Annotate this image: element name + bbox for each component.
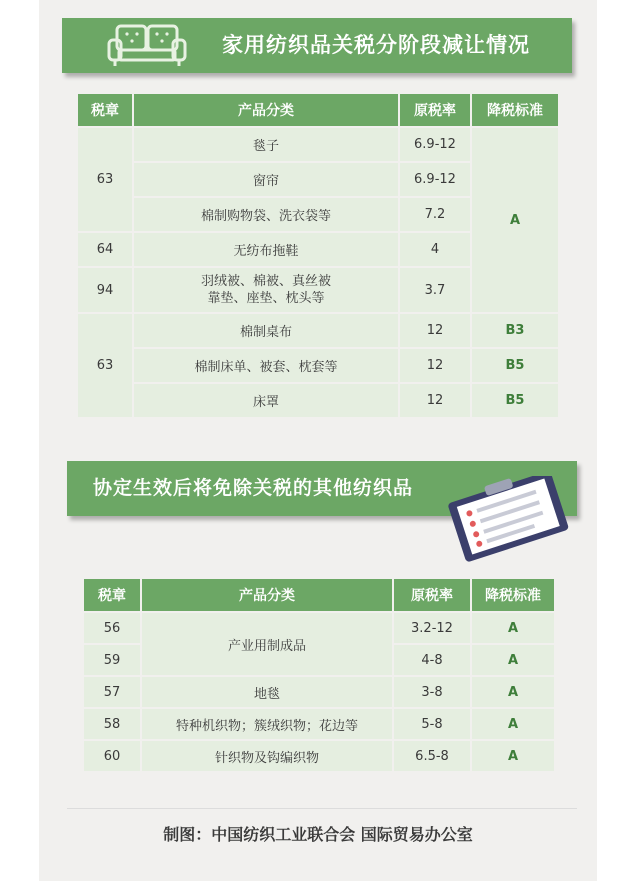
product-cell: 特种机织物；簇绒织物；花边等 (142, 709, 392, 739)
table-row (78, 349, 558, 382)
product-cell: 棉制购物袋、洗衣袋等 (134, 198, 398, 231)
chapter-cell: 56 (84, 613, 140, 643)
chapter-cell: 63 (78, 128, 132, 231)
rate-cell: 4-8 (394, 645, 470, 675)
standard-cell: A (472, 677, 554, 707)
table-row (84, 741, 554, 771)
standard-cell: A (472, 613, 554, 643)
rate-cell: 6.9-12 (400, 128, 470, 161)
chapter-cell: 57 (84, 677, 140, 707)
header-chapter: 税章 (78, 94, 132, 126)
rate-cell: 12 (400, 384, 470, 417)
product-cell: 地毯 (142, 677, 392, 707)
product-cell: 棉制床单、被套、枕套等 (134, 349, 398, 382)
tariff-reduction-table (76, 92, 560, 419)
rate-cell: 3-8 (394, 677, 470, 707)
standard-cell: B5 (472, 349, 558, 382)
standard-cell: A (472, 741, 554, 771)
chapter-cell: 63 (78, 314, 132, 417)
chapter-cell: 59 (84, 645, 140, 675)
header-product: 产品分类 (134, 94, 398, 126)
table-row (78, 128, 558, 161)
table-row (78, 314, 558, 347)
section2-title: 协定生效后将免除关税的其他纺织品 (93, 477, 414, 499)
section1-banner (62, 18, 572, 73)
rate-cell: 6.5-8 (394, 741, 470, 771)
sofa-icon (107, 24, 187, 68)
chapter-cell: 58 (84, 709, 140, 739)
clipboard-checklist-icon (437, 476, 577, 562)
standard-cell: A (472, 709, 554, 739)
standard-cell: B3 (472, 314, 558, 347)
product-line: 靠垫、座垫、枕头等 (207, 291, 325, 306)
rate-cell: 6.9-12 (400, 163, 470, 196)
rate-cell: 7.2 (400, 198, 470, 231)
rate-cell: 4 (400, 233, 470, 266)
table-header-row (84, 579, 554, 611)
product-cell (134, 268, 398, 312)
standard-cell: A (472, 128, 558, 312)
header-chapter: 税章 (84, 579, 140, 611)
chapter-cell: 64 (78, 233, 132, 266)
product-line: 羽绒被、棉被、真丝被 (200, 274, 331, 289)
table-row (84, 613, 554, 643)
header-rate: 原税率 (394, 579, 470, 611)
header-standard: 降税标准 (472, 94, 558, 126)
rate-cell: 12 (400, 349, 470, 382)
product-cell: 针织物及钩编织物 (142, 741, 392, 771)
rate-cell: 3.7 (400, 268, 470, 312)
product-cell: 床罩 (134, 384, 398, 417)
footer-divider (67, 808, 577, 809)
product-cell: 无纺布拖鞋 (134, 233, 398, 266)
standard-cell: A (472, 645, 554, 675)
header-product: 产品分类 (142, 579, 392, 611)
chapter-cell: 94 (78, 268, 132, 312)
standard-cell: B5 (472, 384, 558, 417)
product-cell: 棉制桌布 (134, 314, 398, 347)
table-row (84, 709, 554, 739)
rate-cell: 12 (400, 314, 470, 347)
infographic-page (39, 0, 597, 881)
section1-title: 家用纺织品关税分阶段减让情况 (222, 33, 530, 57)
footer-credit: 制图：中国纺织工业联合会 国际贸易办公室 (163, 825, 473, 844)
table-row (84, 677, 554, 707)
header-rate: 原税率 (400, 94, 470, 126)
product-cell: 产业用制成品 (142, 613, 392, 675)
header-standard: 降税标准 (472, 579, 554, 611)
chapter-cell: 60 (84, 741, 140, 771)
rate-cell: 3.2-12 (394, 613, 470, 643)
product-cell: 窗帘 (134, 163, 398, 196)
table-header-row (78, 94, 558, 126)
product-cell: 毯子 (134, 128, 398, 161)
duty-free-table (82, 577, 556, 773)
rate-cell: 5-8 (394, 709, 470, 739)
table-row (78, 384, 558, 417)
